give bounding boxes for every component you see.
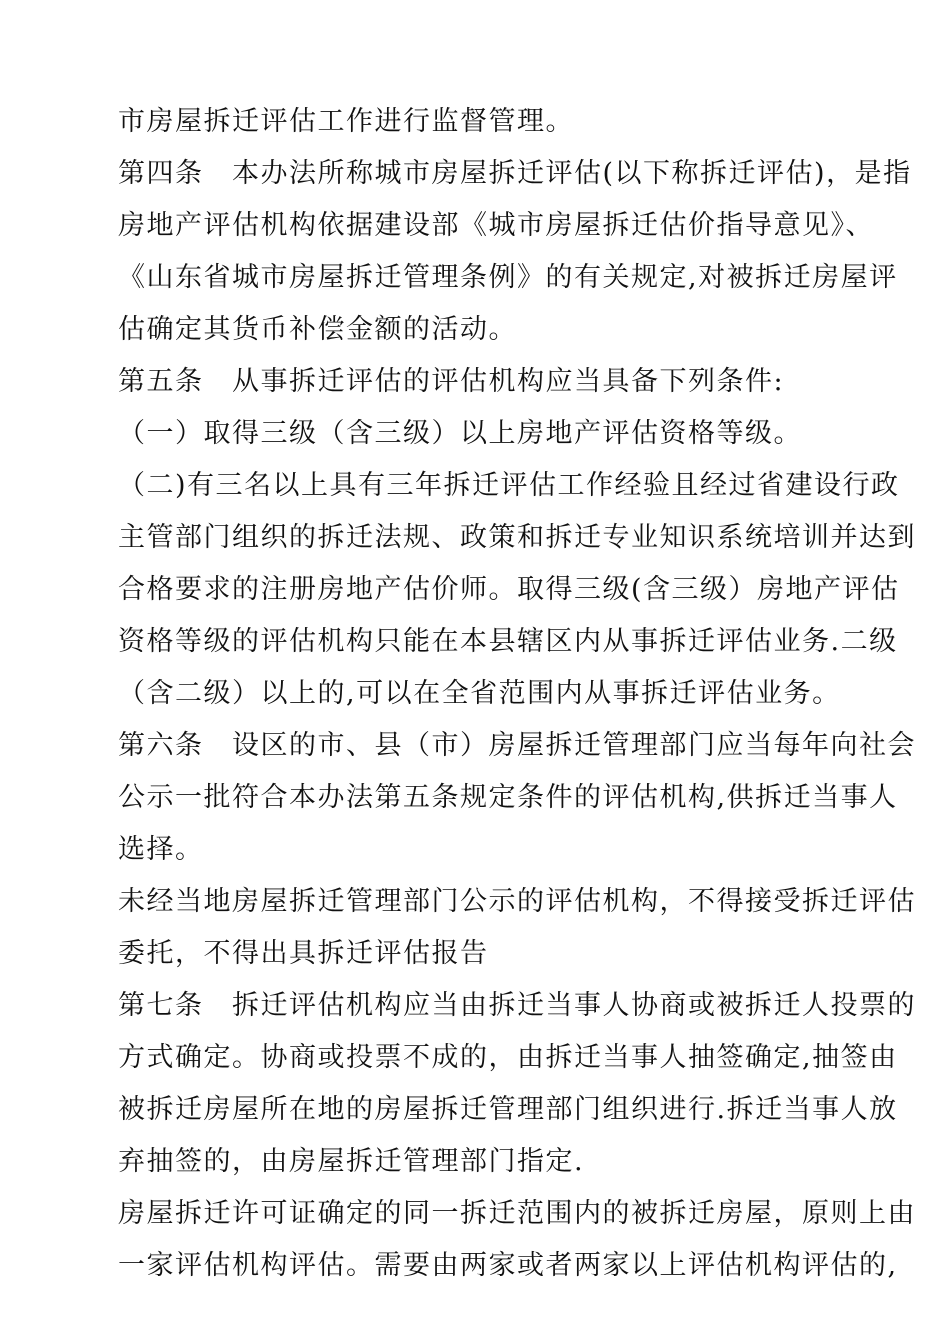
text-line: 委托，不得出具拆迁评估报告 — [118, 938, 489, 969]
text-line: 估确定其货币补偿金额的活动。 — [118, 314, 517, 345]
text-line: 选择。 — [118, 834, 204, 865]
text-line: 方式确定。协商或投票不成的，由拆迁当事人抽签确定,抽签由 — [118, 1042, 898, 1073]
text-line: 第七条 拆迁评估机构应当由拆迁当事人协商或被拆迁人投票的 — [118, 990, 916, 1021]
text-line: （二)有三名以上具有三年拆迁评估工作经验且经过省建设行政 — [118, 470, 900, 501]
text-line: （一）取得三级（含三级）以上房地产评估资格等级。 — [118, 418, 802, 449]
text-line: 未经当地房屋拆迁管理部门公示的评估机构，不得接受拆迁评估 — [118, 886, 916, 917]
text-line: 第四条 本办法所称城市房屋拆迁评估(以下称拆迁评估)，是指 — [118, 158, 912, 189]
text-line: 资格等级的评估机构只能在本县辖区内从事拆迁评估业务.二级 — [118, 626, 898, 657]
text-line: 第五条 从事拆迁评估的评估机构应当具备下列条件: — [118, 366, 785, 397]
text-line: 合格要求的注册房地产估价师。取得三级(含三级）房地产评估 — [118, 574, 900, 605]
text-line: 被拆迁房屋所在地的房屋拆迁管理部门组织进行.拆迁当事人放 — [118, 1094, 898, 1125]
text-line: 主管部门组织的拆迁法规、政策和拆迁专业知识系统培训并达到 — [118, 522, 916, 553]
text-line: 弃抽签的，由房屋拆迁管理部门指定. — [118, 1146, 585, 1177]
document-body — [118, 96, 916, 1292]
text-line: 第六条 设区的市、县（市）房屋拆迁管理部门应当每年向社会 — [118, 730, 916, 761]
text-line: （含二级）以上的,可以在全省范围内从事拆迁评估业务。 — [118, 678, 841, 709]
text-line: 公示一批符合本办法第五条规定条件的评估机构,供拆迁当事人 — [118, 782, 898, 813]
text-line: 房地产评估机构依据建设部《城市房屋拆迁估价指导意见》、 — [118, 210, 874, 241]
text-line: 房屋拆迁许可证确定的同一拆迁范围内的被拆迁房屋，原则上由 — [118, 1198, 916, 1229]
text-line: 《山东省城市房屋拆迁管理条例》的有关规定,对被拆迁房屋评 — [118, 262, 898, 293]
text-line: 一家评估机构评估。需要由两家或者两家以上评估机构评估的, — [118, 1250, 898, 1281]
text-line: 市房屋拆迁评估工作进行监督管理。 — [118, 106, 574, 137]
